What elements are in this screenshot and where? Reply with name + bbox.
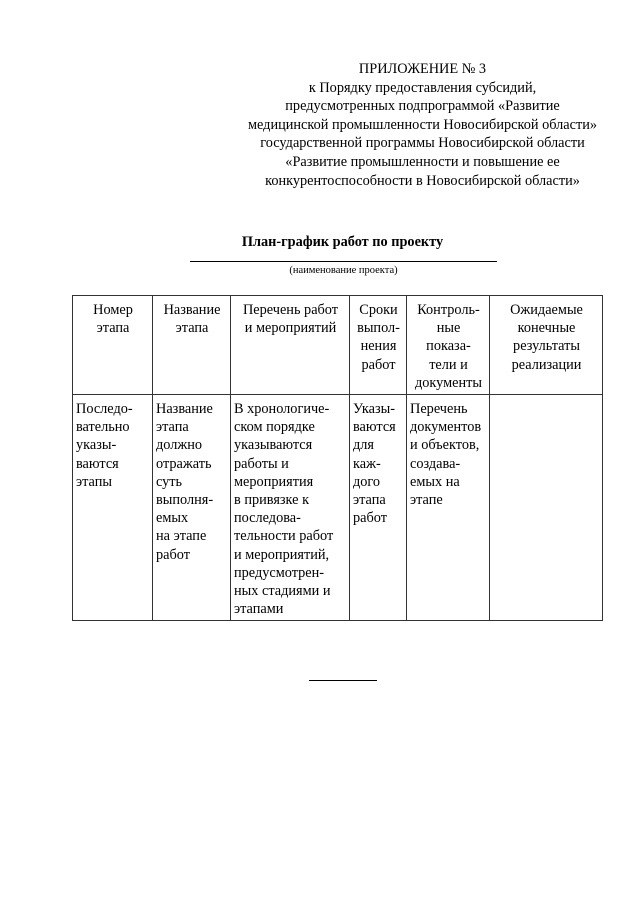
- cell-text-line: конечные: [517, 320, 576, 337]
- header-stage-name: [153, 296, 231, 395]
- cell-text-line: для: [353, 437, 374, 454]
- cell-text-line: указываются: [234, 437, 313, 454]
- cell-text-line: этапы: [76, 473, 112, 490]
- cell-text-line: работы и: [234, 455, 289, 472]
- cell-text-line: мероприятия: [234, 473, 314, 490]
- cell-text-line: Ожидаемые: [510, 302, 583, 318]
- appendix-line: к Порядку предоставления субсидий,: [308, 79, 537, 96]
- cell-text-line: тельности работ: [234, 528, 334, 545]
- cell-text-line: документы: [414, 374, 483, 391]
- cell-text-line: Номер: [93, 302, 133, 318]
- cell-text-line: реализации: [511, 356, 582, 373]
- cell-text-line: этапа: [96, 320, 130, 337]
- cell-text-line: В хронологиче-: [234, 401, 330, 418]
- cell-text-line: работ: [156, 546, 190, 563]
- appendix-title: ПРИЛОЖЕНИЕ № 3: [358, 61, 487, 77]
- cell-text-line: и мероприятий,: [234, 546, 330, 563]
- cell-text-line: тели и: [429, 356, 468, 373]
- cell-text-line: ных стадиями и: [234, 583, 331, 600]
- cell-text-line: емых на: [410, 473, 460, 490]
- cell-text-line: дого: [353, 473, 381, 490]
- cell-text-line: результаты: [513, 338, 580, 355]
- table-header-row: [73, 296, 603, 395]
- cell-stage-name: [153, 395, 231, 621]
- cell-expected-results: [490, 395, 603, 621]
- cell-text-line: ском порядке: [234, 419, 315, 436]
- cell-text-line: этапе: [410, 492, 443, 509]
- header-works-list: [231, 296, 350, 395]
- cell-text-line: выпол-: [357, 320, 400, 337]
- cell-text-line: Указы-: [353, 401, 395, 418]
- cell-text-line: Сроки: [359, 302, 398, 318]
- cell-text-line: работ: [361, 356, 396, 373]
- plan-schedule-table: [72, 295, 603, 621]
- header-stage-number: [73, 296, 153, 395]
- appendix-line: государственной программы Новосибирской области: [260, 135, 585, 152]
- cell-text-line: Перечень: [410, 401, 468, 418]
- cell-text-line: Название: [156, 401, 213, 418]
- cell-text-line: емых: [156, 510, 189, 527]
- appendix-header: [230, 60, 615, 190]
- appendix-line: медицинской промышленности Новосибирской области»: [247, 116, 598, 133]
- cell-text-line: документов: [410, 419, 482, 436]
- appendix-line: «Развитие промышленности и повышение ее: [285, 153, 560, 170]
- cell-text-line: этапа: [353, 492, 386, 509]
- cell-text-line: в привязке к: [234, 492, 310, 509]
- project-name-caption: (наименование проекта): [289, 265, 398, 276]
- cell-text-line: показа-: [426, 338, 471, 355]
- table-row: [73, 395, 603, 621]
- cell-text-line: должно: [156, 437, 203, 454]
- cell-text-line: ваются: [76, 455, 119, 472]
- cell-text-line: каж-: [353, 455, 381, 472]
- cell-text-line: на этапе: [156, 528, 207, 545]
- cell-text-line: этапами: [234, 601, 284, 618]
- cell-text-line: этапа: [175, 320, 209, 337]
- appendix-line: конкурентоспособности в Новосибирской области»: [265, 172, 580, 189]
- appendix-line: предусмотренных подпрограммой «Развитие: [285, 98, 560, 115]
- cell-text-line: указы-: [76, 437, 117, 454]
- header-expected-results: [490, 296, 603, 395]
- cell-text-line: и мероприятий: [244, 320, 337, 337]
- header-deadlines: [350, 296, 407, 395]
- project-name-line: [190, 261, 497, 262]
- cell-text-line: Перечень работ: [242, 302, 339, 318]
- cell-text-line: ные: [436, 320, 461, 337]
- cell-control-indicators: [407, 395, 490, 621]
- cell-text-line: последова-: [234, 510, 301, 527]
- cell-text-line: Последо-: [76, 401, 133, 418]
- cell-text-line: предусмотрен-: [234, 564, 325, 581]
- cell-text-line: отражать: [156, 455, 212, 472]
- cell-text-line: нения: [360, 338, 397, 355]
- cell-text-line: ваются: [353, 419, 396, 436]
- cell-text-line: этапа: [156, 419, 189, 436]
- cell-text-line: Название: [163, 302, 221, 318]
- cell-text-line: создава-: [410, 455, 461, 472]
- cell-text-line: суть: [156, 473, 183, 490]
- cell-stage-number: [73, 395, 153, 621]
- cell-text-line: работ: [353, 510, 387, 527]
- end-rule: [309, 680, 377, 681]
- cell-text-line: вательно: [76, 419, 130, 436]
- cell-deadlines: [350, 395, 407, 621]
- cell-text-line: и объектов,: [410, 437, 480, 454]
- cell-works-list: [231, 395, 350, 621]
- plan-title: План-график работ по проекту: [241, 234, 444, 250]
- cell-text-line: выполня-: [156, 492, 214, 509]
- cell-text-line: Контроль-: [417, 302, 480, 318]
- header-control-indicators: [407, 296, 490, 395]
